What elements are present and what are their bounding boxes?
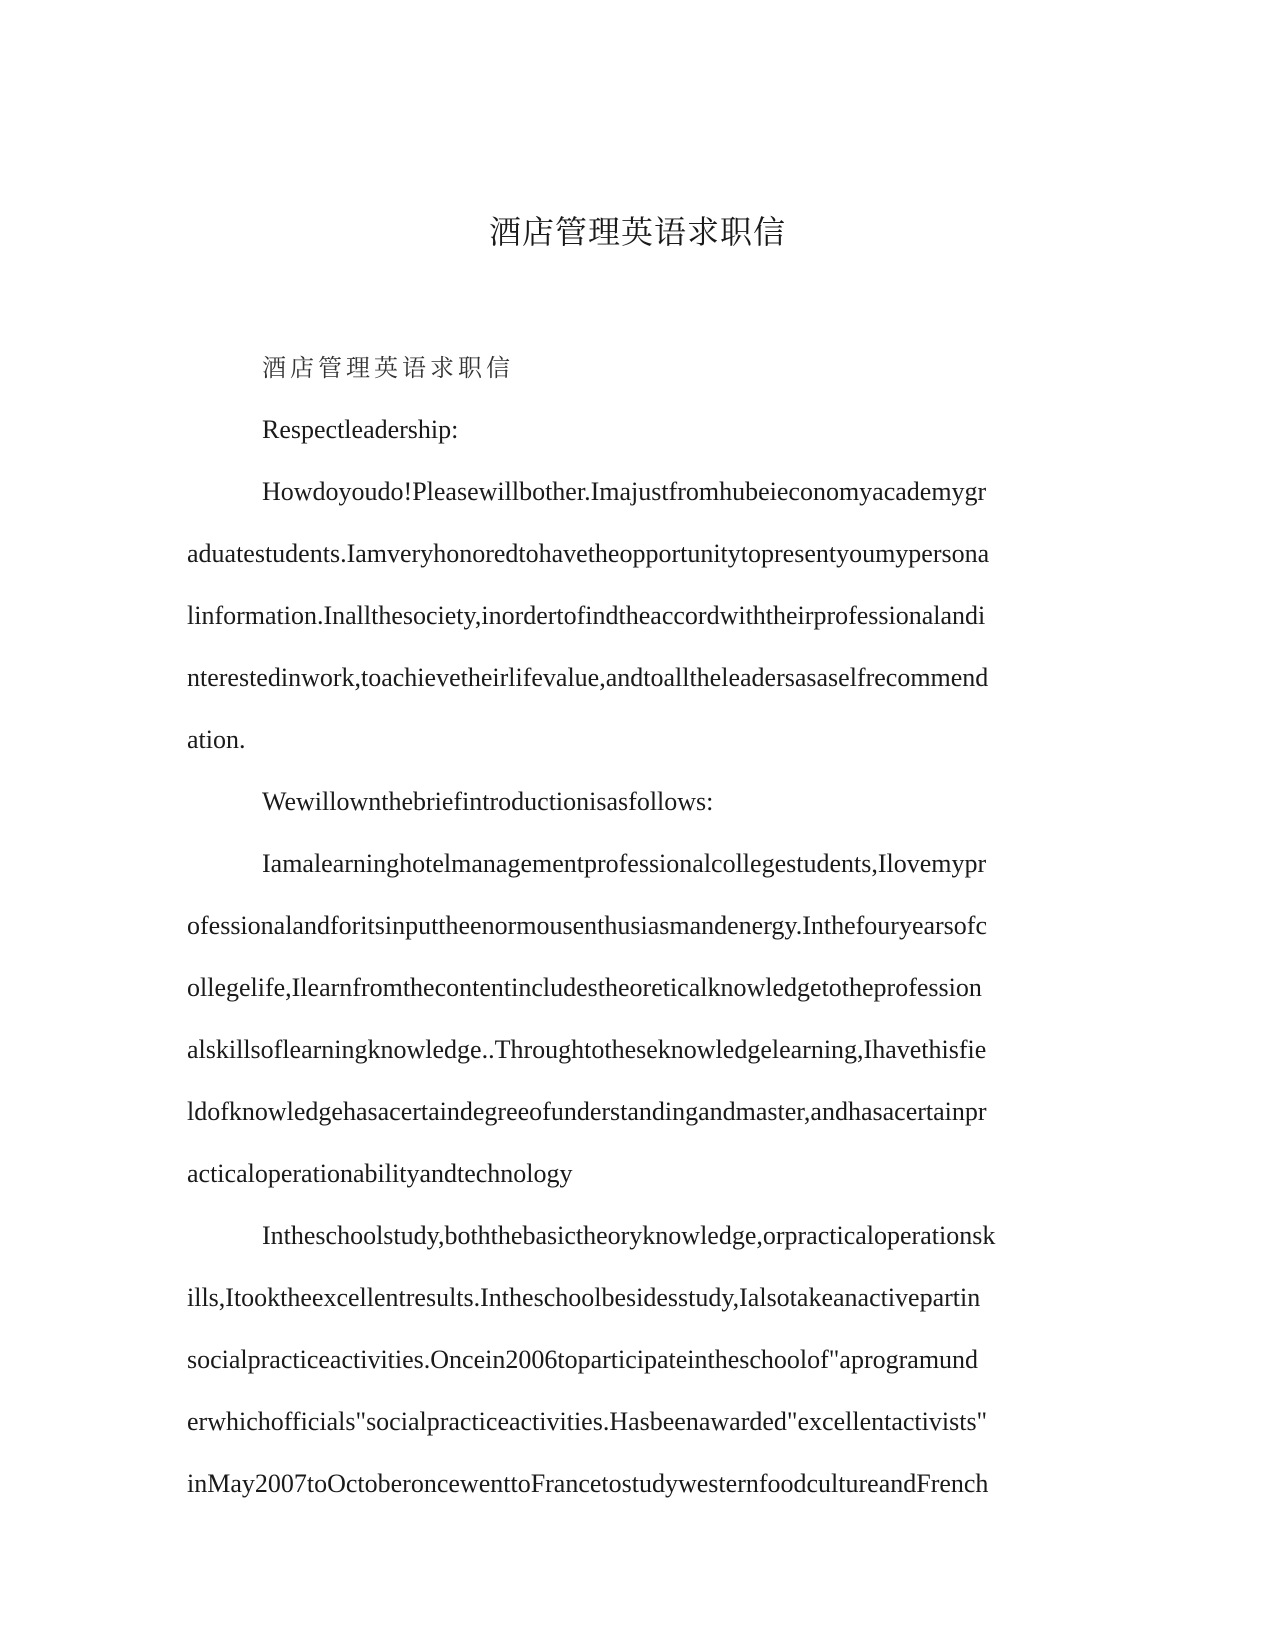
paragraph-line: alskillsoflearningknowledge..Throughtotheseknowledgelearning,Ihavethisfie (187, 1035, 987, 1064)
paragraph-line: ldofknowledgehasacertaindegreeofunderstandingandmaster,andhasacertainpr (187, 1097, 987, 1126)
paragraph-line: socialpracticeactivities.Oncein2006toparticipateintheschoolof"aprogramund (187, 1345, 979, 1374)
paragraph-line: Wewillownthebriefintroductionisasfollows: (262, 787, 714, 816)
paragraph-line: nterestedinwork,toachievetheirlifevalue,andtoalltheleadersasaselfrecommend (187, 663, 989, 692)
paragraph-line: Iamalearninghotelmanagementprofessionalcollegestudents,Ilovemypr (262, 849, 987, 878)
paragraph-line: inMay2007toOctoberoncewenttoFrancetostudywesternfoodcultureandFrench (187, 1469, 989, 1498)
paragraph-line: acticaloperationabilityandtechnology (187, 1159, 573, 1188)
paragraph-line: ills,Itooktheexcellentresults.Intheschoolbesidesstudy,Ialsotakeanactivepartin (187, 1283, 981, 1312)
paragraph-line: ation. (187, 725, 246, 754)
paragraph-line: ollegelife,Ilearnfromthecontentincludestheoreticalknowledgetotheprofession (187, 973, 982, 1002)
paragraph-line: Howdoyoudo!Pleasewillbother.Imajustfromhubeieconomyacademygr (262, 477, 987, 506)
paragraph-line: erwhichofficials"socialpracticeactivities.Hasbeenawarded"excellentactivists" (187, 1407, 988, 1436)
paragraph-line: ofessionalandforitsinputtheenormousenthusiasmandenergy.Inthefouryearsofc (187, 911, 987, 940)
paragraph-line: Intheschoolstudy,boththebasictheoryknowledge,orpracticaloperationsk (262, 1221, 996, 1250)
paragraph-line: linformation.Inallthesociety,inordertofindtheaccordwiththeirprofessionalandi (187, 601, 986, 630)
salutation: Respectleadership: (262, 415, 459, 444)
section-heading: 酒店管理英语求职信 (262, 354, 514, 382)
document-title: 酒店管理英语求职信 (488, 213, 786, 251)
paragraph-line: aduatestudents.Iamveryhonoredtohavetheopportunitytopresentyoumypersona (187, 539, 990, 568)
document-body (187, 337, 1087, 1515)
